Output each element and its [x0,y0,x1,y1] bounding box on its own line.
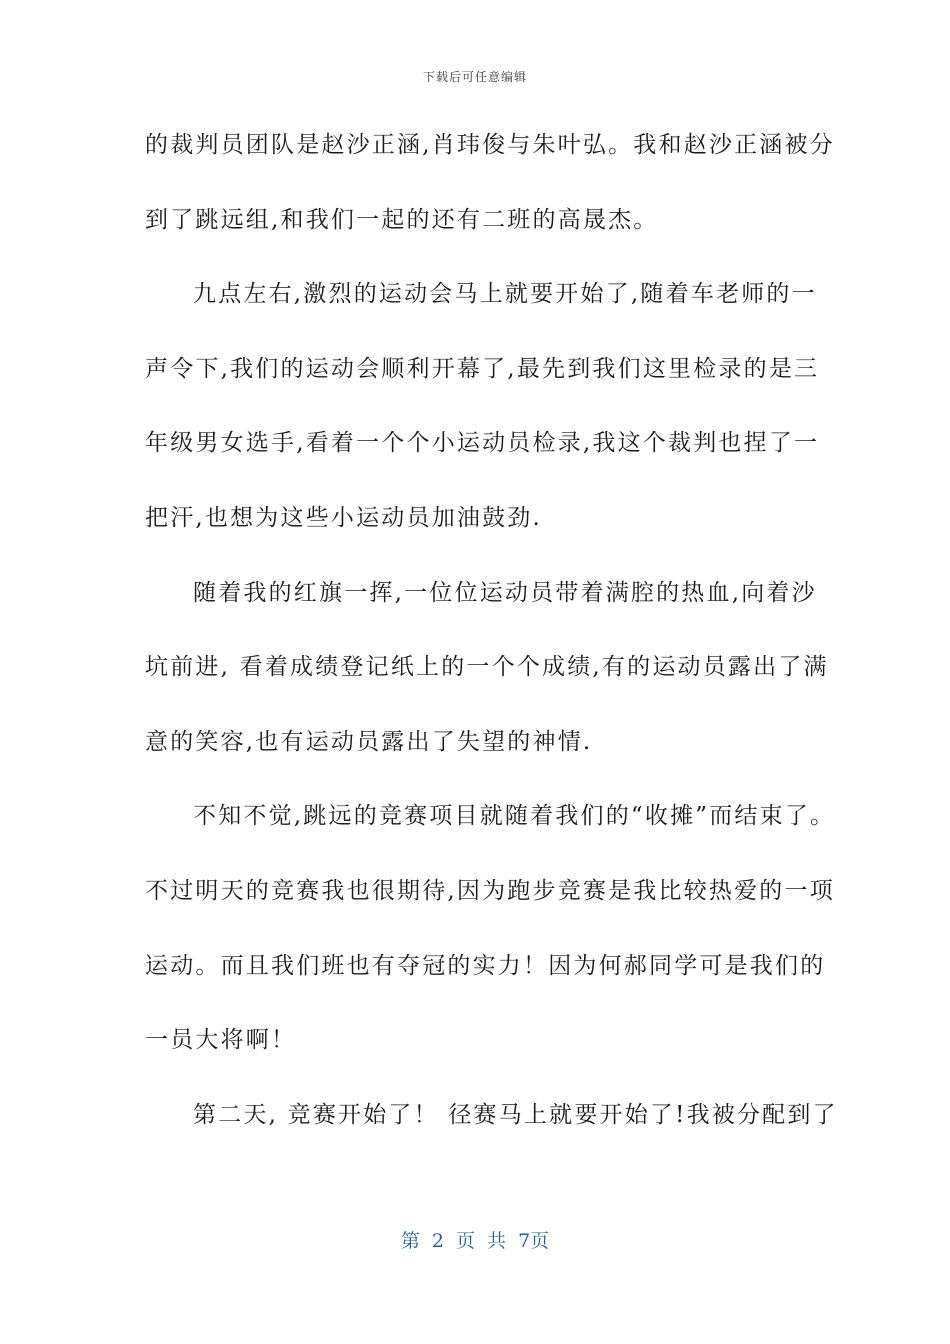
text-line: 的裁判员团队是赵沙正涵,肖玮俊与朱叶弘。我和赵沙正涵被分 [145,132,835,158]
text-line: 声令下,我们的运动会顺利开幕了,最先到我们这里检录的是三 [145,355,820,382]
text-line: 把汗,也想为这些小运动员加油鼓劲. [145,504,543,531]
text-line: 运动。而且我们班也有夺冠的实力！因为何郝同学可是我们的 [145,952,826,979]
paragraph-start-line: 第二天, 竞赛开始了！ 径赛马上就要开始了!我被分配到了 [193,1101,838,1128]
paragraph-start-line: 不知不觉,跳远的竞赛项目就随着我们的“收摊”而结束了。 [193,803,836,830]
text-line: 年级男女选手,看着一个个小运动员检录,我这个裁判也捏了一 [145,430,820,457]
paragraph-start-line: 随着我的红旗一挥,一位位运动员带着满腔的热血,向着沙 [193,579,817,606]
document-body [145,122,838,1166]
paragraph-start-line: 九点左右,激烈的运动会马上就要开始了,随着车老师的一 [193,281,817,308]
page-number-footer: 第 2 页 共 7页 [400,1230,550,1252]
text-line: 一员大将啊！ [145,1027,297,1054]
page-header: 下载后可任意编辑 [422,70,527,84]
text-line: 到了跳远组,和我们一起的还有二班的高晟杰。 [145,206,659,233]
text-line: 意的笑容,也有运动员露出了失望的神情. [145,728,593,755]
text-line: 不过明天的竞赛我也很期待,因为跑步竞赛是我比较热爱的一项 [145,877,835,904]
text-line: 坑前进, 看着成绩登记纸上的一个个成绩,有的运动员露出了满 [145,654,829,681]
